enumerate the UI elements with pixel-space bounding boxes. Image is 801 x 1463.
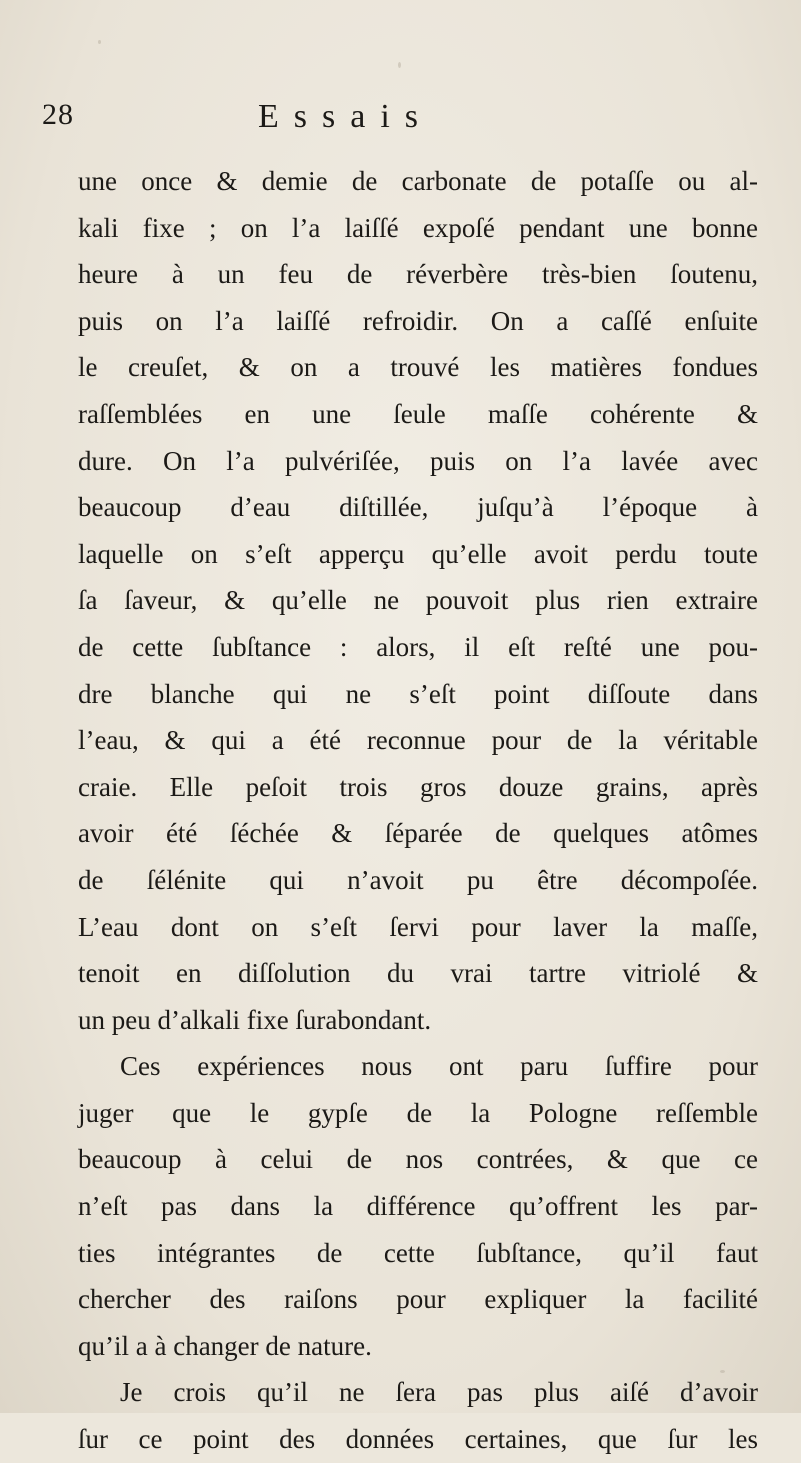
text-line: chercher des raiſons pour expliquer la facilité [78,1284,758,1315]
text-line: L’eau dont on s’eſt ſervi pour laver la maſſe, [78,911,758,942]
text-line: raſſemblées en une ſeule maſſe cohérente & [78,398,758,429]
text-line: avoir été ſéchée & ſéparée de quelques atômes [78,818,758,849]
paper-speck [98,40,101,44]
text-line: un peu d’alkali fixe ſurabondant. [78,1004,432,1035]
text-line: ſur ce point des données certaines, que ſur les [78,1424,758,1455]
running-title: Essais [258,98,433,135]
body-text [78,158,758,1463]
text-line: Ces expériences nous ont paru ſuffire pour [120,1051,758,1082]
text-line: n’eſt pas dans la différence qu’offrent les par- [78,1191,758,1222]
text-line: le creuſet, & on a trouvé les matières fondues [78,352,758,383]
text-line: de cette ſubſtance : alors, il eſt reſté une pou- [78,631,758,662]
text-line: juger que le gypſe de la Pologne reſſemble [78,1097,758,1128]
text-line: dre blanche qui ne s’eſt point diſſoute dans [78,678,758,709]
text-line: ſa ſaveur, & qu’elle ne pouvoit plus rien extraire [78,585,758,616]
text-line: tenoit en diſſolution du vrai tartre vitriolé & [78,958,758,989]
text-line: kali fixe ; on l’a laiſſé expoſé pendant une bonne [78,212,758,243]
text-line: puis on l’a laiſſé refroidir. On a caſſé enſuite [78,305,758,336]
text-line: dure. On l’a pulvériſée, puis on l’a lavée avec [78,445,758,476]
text-line: beaucoup à celui de nos contrées, & que ce [78,1144,758,1175]
text-line: l’eau, & qui a été reconnue pour de la véritable [78,725,758,756]
text-line: ties intégrantes de cette ſubſtance, qu’il faut [78,1237,758,1268]
paper-speck [398,62,401,68]
running-head [0,98,801,146]
text-line: beaucoup d’eau diſtillée, juſqu’à l’époque à [78,492,758,523]
text-line: craie. Elle peſoit trois gros douze grains, après [78,771,758,802]
text-line: de ſélénite qui n’avoit pu être décompoſée. [78,864,758,895]
text-line: Je crois qu’il ne ſera pas plus aiſé d’avoir [120,1377,758,1408]
paper-speck [720,1370,725,1373]
text-line: qu’il a à changer de nature. [78,1330,372,1361]
page-number: 28 [42,98,74,131]
text-line: heure à un feu de réverbère très-bien ſoutenu, [78,259,758,290]
text-line: une once & demie de carbonate de potaſſe ou al- [78,166,758,196]
text-line: laquelle on s’eſt apperçu qu’elle avoit perdu toute [78,538,758,569]
